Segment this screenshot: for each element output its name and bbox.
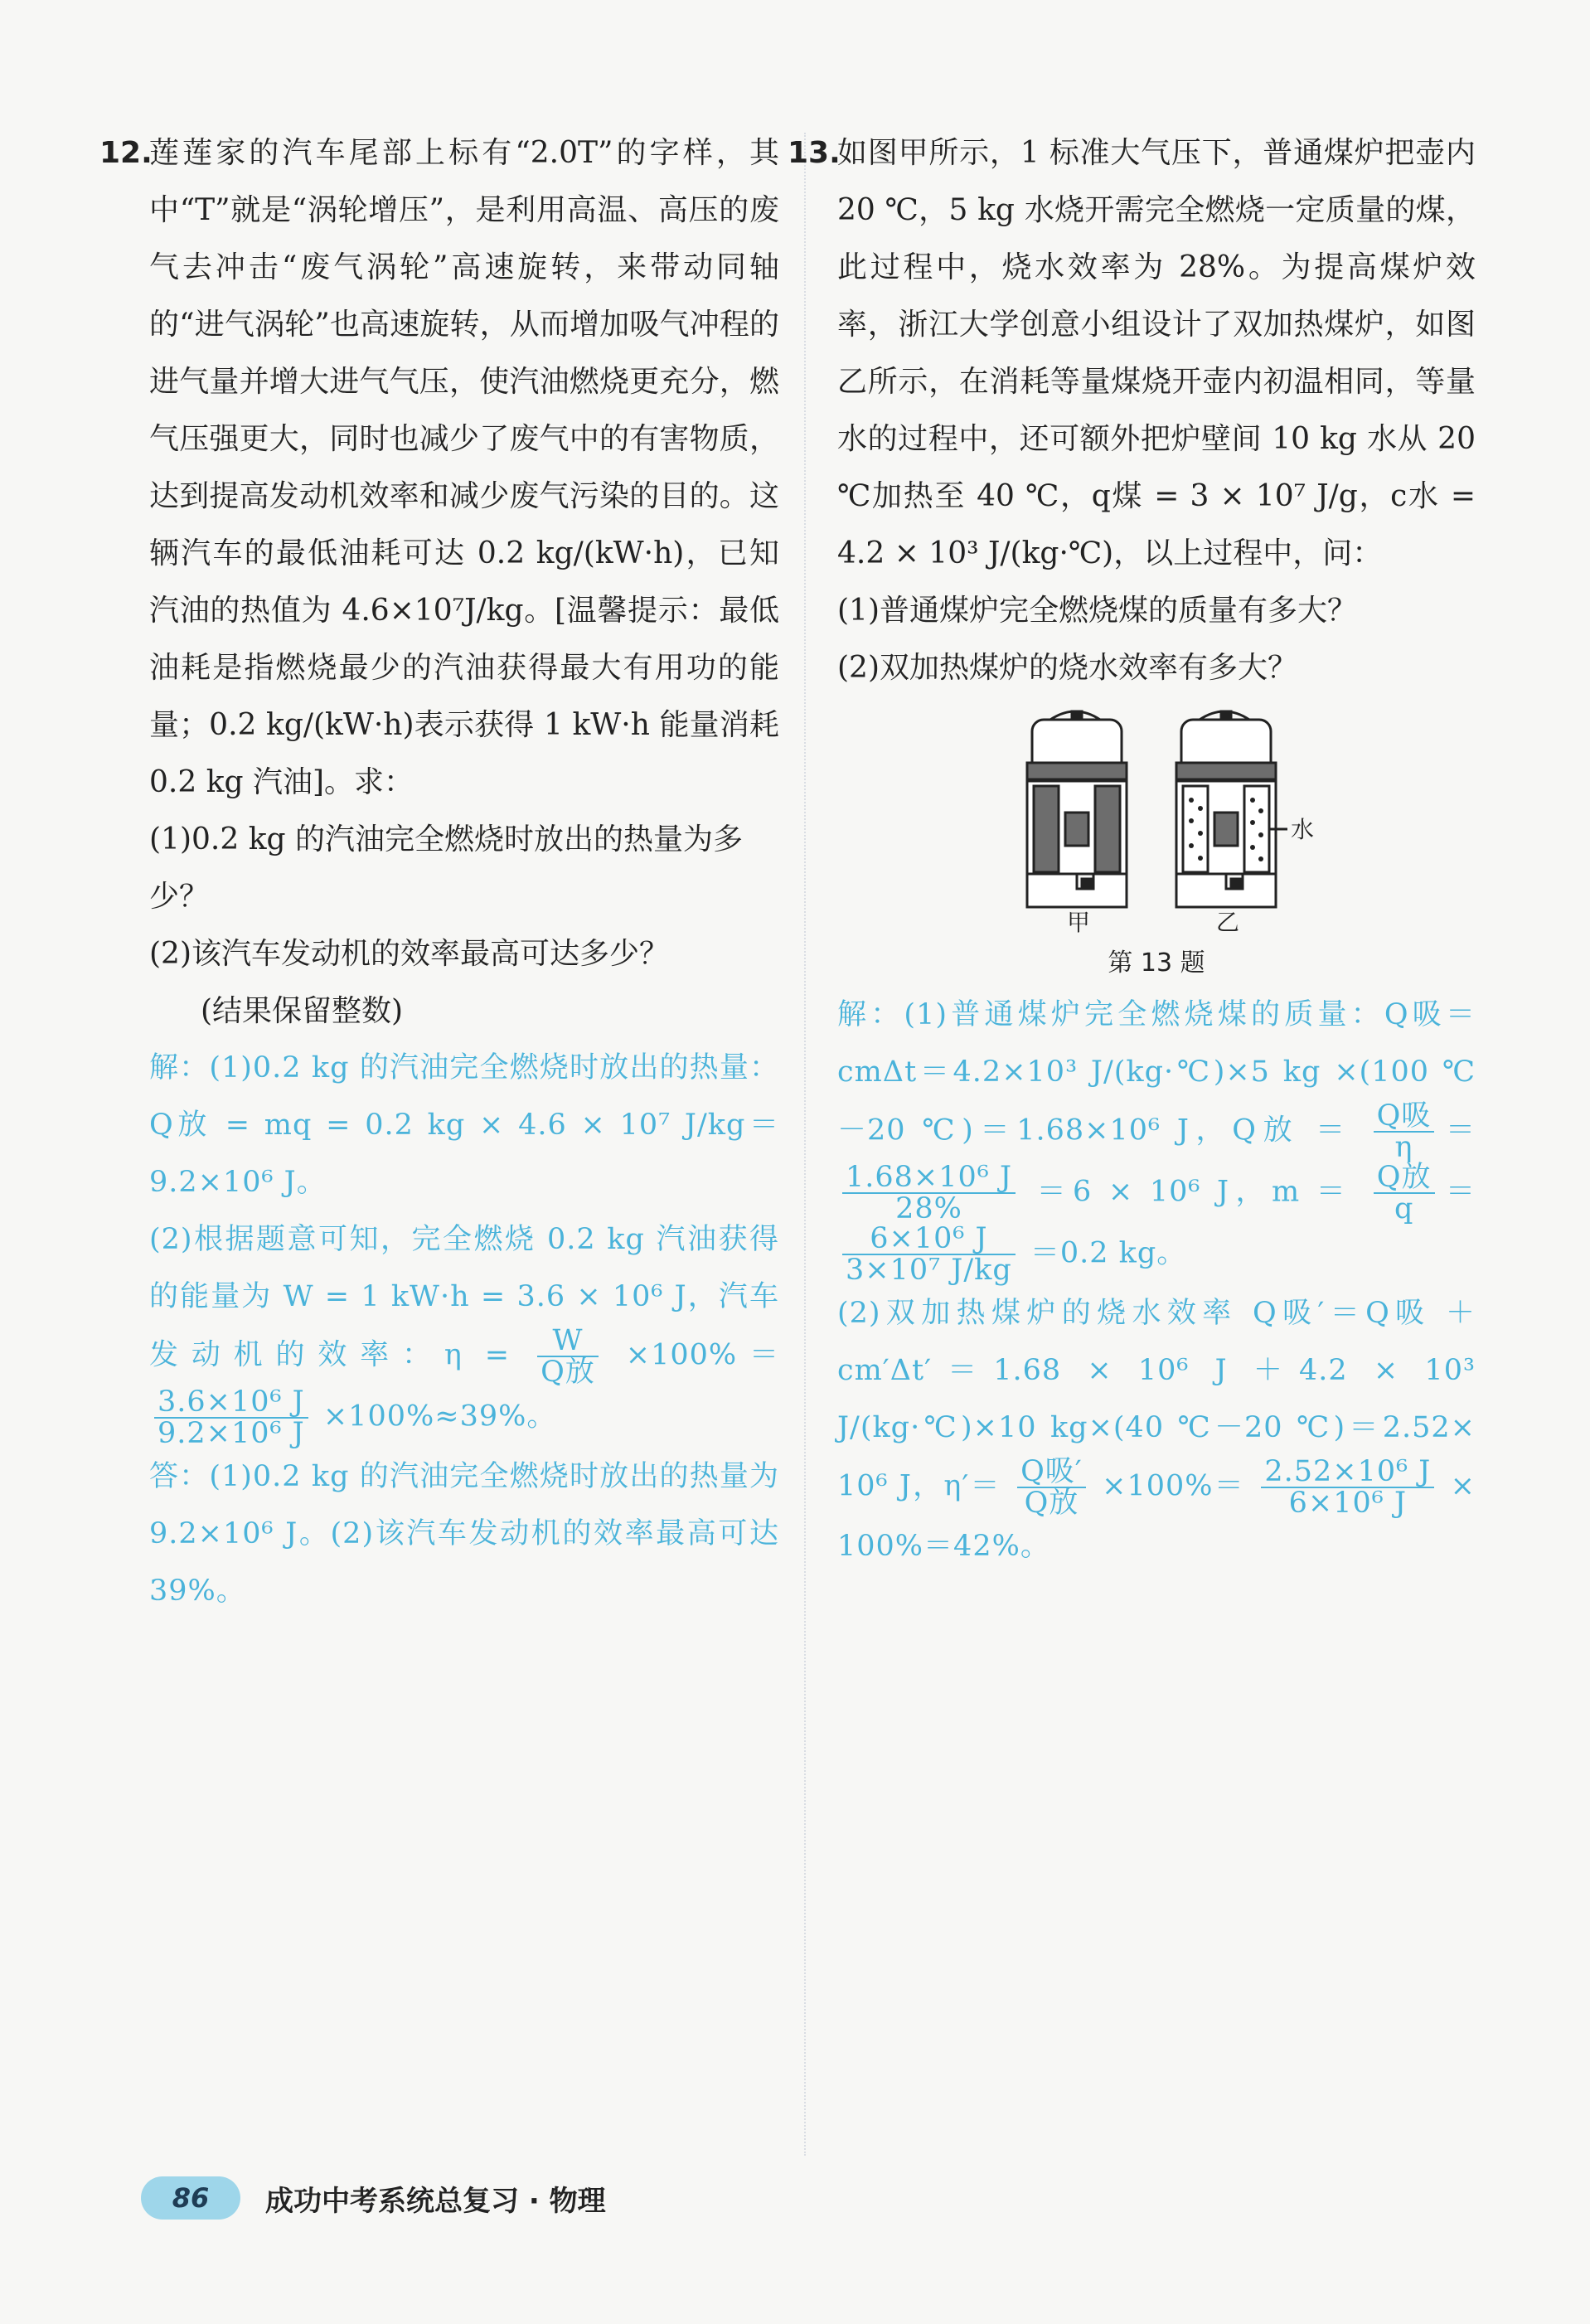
answer-text: (2)根据题意可知，完全燃烧 0.2 kg 汽油获得的能量为 W = 1 kW·h = 3.6 × 10⁶ J，汽车发动机的效率：η =: [149, 1223, 779, 1372]
question-stem: 如图甲所示，1 标准大气压下，普通煤炉把壶内 20 ℃，5 kg 水烧开需完全燃烧一定质量的煤，此过程中，烧水效率为 28%。为提高煤炉效率，浙江大学创意小组设计了双加热煤炉，如图乙所示，在消耗等量煤烧开壶内初温相同，等量水的过程中，还可额外把炉壁间 10 kg 水从 20 ℃加热至 40 ℃，q煤 = 3 × 10⁷ J/g，c水 = 4.2 × 10³ J/(kg·℃)，以上过程中，问：: [837, 136, 1476, 570]
fraction-numerator: Q吸′: [1017, 1457, 1086, 1488]
fraction-denominator: 28%: [895, 1192, 962, 1225]
answer-text: ＝0.2 kg。: [1030, 1236, 1187, 1270]
fraction-numerator: Q放: [1374, 1162, 1435, 1194]
fraction-denominator: η: [1394, 1131, 1413, 1164]
fraction: [537, 1326, 599, 1387]
question-12-text: [99, 124, 779, 811]
fraction: [1374, 1162, 1435, 1224]
answer-text: ＝6 × 10⁶ J，m ＝: [1036, 1175, 1353, 1209]
answer-13-part-2: [837, 1285, 1476, 1575]
column-divider: [804, 133, 806, 2156]
sub-question-2-note: (结果保留整数): [201, 994, 404, 1028]
fraction: [1374, 1101, 1435, 1162]
answer-text: × 100%＝42%。: [837, 1469, 1476, 1563]
fraction: [842, 1162, 1016, 1224]
fraction: [842, 1224, 1016, 1285]
fraction-numerator: W: [537, 1326, 599, 1357]
stove-diagram: [957, 705, 1355, 937]
answer-text: ×100%＝: [625, 1338, 779, 1372]
fraction-denominator: 3×10⁷ J/kg: [846, 1254, 1012, 1287]
sub-question-1: (1)0.2 kg 的汽油完全燃烧时放出的热量为多少？: [149, 822, 743, 914]
book-title: 成功中考系统总复习 · 物理: [265, 2184, 606, 2218]
fraction-numerator: 6×10⁶ J: [842, 1224, 1016, 1255]
answer-12-part-2: [149, 1211, 779, 1448]
fraction: [1261, 1457, 1434, 1518]
stove-illustration: [957, 705, 1355, 937]
fraction: [1017, 1457, 1086, 1518]
answer-13-part-1: 解：(1)普通煤炉完全燃烧煤的质量：Q吸＝cmΔt＝4.2×10³ J/(kg·℃)×5 kg ×(100 ℃－20 ℃)＝1.68×10⁶ J，Q放 ＝ $\frac{\text{Q吸}}{\eta}$ ＝ $\frac{\text{1.68×10⁶ J}}{28\%}$ ＝6 × 10⁶ J，m ＝ $\frac{\text{Q放}}{q}$ ＝ $\frac{\text{6×10⁶ J}}{\text{3×10⁷ J/kg}}$ ＝0.2 kg。: [837, 998, 1476, 1287]
fraction-numerator: 3.6×10⁶ J: [154, 1387, 308, 1419]
answer-text: (2)双加热煤炉的烧水效率 Q吸′＝Q吸 ＋ cm′Δt′＝1.68 × 10⁶ J ＋4.2 × 10³ J/(kg·℃)×10 kg×(40 ℃－20 ℃)＝2.52× 10⁶ J，η′＝: [837, 1297, 1476, 1503]
fraction-denominator: Q放: [541, 1356, 595, 1389]
answer-text: ×100%＝: [1102, 1469, 1245, 1503]
stove-b: [1176, 711, 1287, 907]
label-stove-a: 甲: [1067, 909, 1091, 936]
question-13: [788, 124, 1476, 1575]
question-number: 13.: [788, 136, 841, 170]
answer-text: 解：(1)普通煤炉完全燃烧煤的质量：Q吸＝cmΔt＝4.2×10³ J/(kg·℃)×5 kg ×(100 ℃－20 ℃)＝1.68×10⁶ J，Q放 ＝: [837, 998, 1476, 1147]
question-12: [99, 124, 779, 1620]
fraction-denominator: Q放: [1024, 1487, 1079, 1520]
final-answer-12: 答：(1)0.2 kg 的汽油完全燃烧时放出的热量为 9.2×10⁶ J。(2)该汽车发动机的效率最高可达 39%。: [149, 1460, 779, 1608]
question-number: 12.: [99, 136, 153, 170]
question-13-text: [788, 124, 1476, 582]
fraction-denominator: q: [1394, 1192, 1414, 1225]
page-footer: [141, 2176, 606, 2220]
page-number: 86: [141, 2176, 240, 2220]
figure-caption: 第 13 题: [1108, 949, 1205, 978]
fraction: [154, 1387, 308, 1448]
answer-12-part-1: 解：(1)0.2 kg 的汽油完全燃烧时放出的热量：Q放 = mq = 0.2 kg × 4.6 × 10⁷ J/kg＝9.2×10⁶ J。: [149, 1051, 779, 1199]
fraction-denominator: 9.2×10⁶ J: [158, 1417, 305, 1450]
answer-text: ×100%≈39%。: [322, 1400, 557, 1434]
label-stove-b: 乙: [1216, 909, 1240, 936]
sub-question-2: (2)双加热煤炉的烧水效率有多大？: [837, 651, 1297, 685]
fraction-numerator: Q吸: [1374, 1101, 1435, 1133]
sub-question-2: (2)该汽车发动机的效率最高可达多少？: [149, 937, 669, 971]
fraction-numerator: 1.68×10⁶ J: [842, 1162, 1016, 1194]
fraction-denominator: 6×10⁶ J: [1288, 1487, 1407, 1520]
stove-a: [1027, 711, 1127, 907]
question-stem: 莲莲家的汽车尾部上标有“2.0T”的字样，其中“T”就是“涡轮增压”，是利用高温、高压的废气去冲击“废气涡轮”高速旋转，来带动同轴的“进气涡轮”也高速旋转，从而增加吸气冲程的进气量并增大进气气压，使汽油燃烧更充分，燃气压强更大，同时也减少了废气中的有害物质，达到提高发动机效率和减少废气污染的目的。这辆汽车的最低油耗可达 0.2 kg/(kW·h)，已知汽油的热值为 4.6×10⁷J/kg。[温馨提示：最低油耗是指燃烧最少的汽油获得最大有用功的能量；0.2 kg/(kW·h)表示获得 1 kW·h 能量消耗 0.2 kg 汽油]。求：: [149, 136, 779, 799]
label-water: 水: [1291, 816, 1315, 843]
sub-question-1: (1)普通煤炉完全燃烧煤的质量有多大？: [837, 594, 1357, 628]
fraction-numerator: 2.52×10⁶ J: [1261, 1457, 1434, 1488]
